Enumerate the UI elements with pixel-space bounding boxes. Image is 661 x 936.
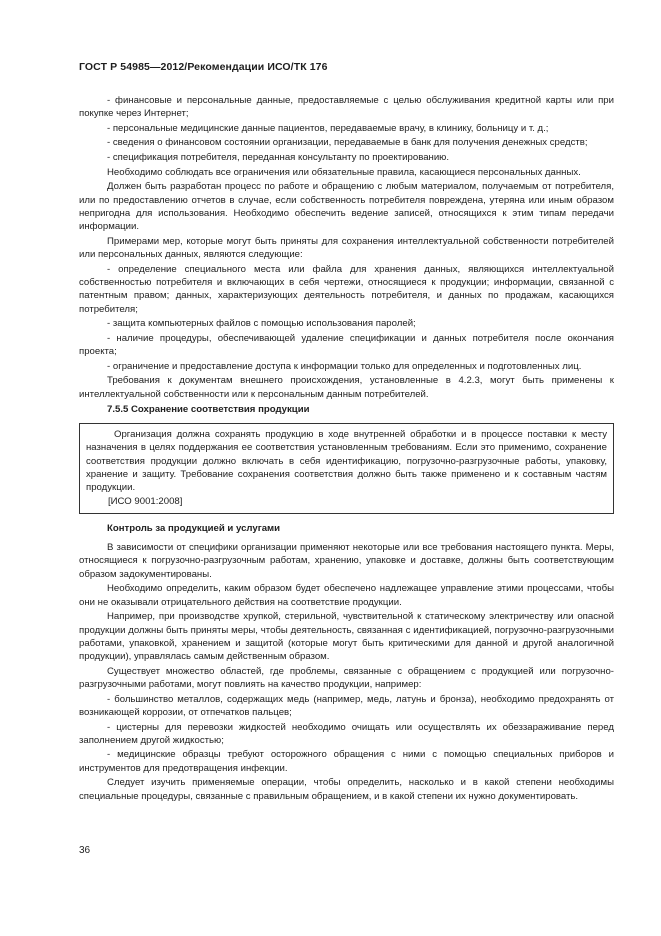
page-body [79, 94, 614, 804]
paragraph: - сведения о финансовом состоянии организации, передаваемые в банк для получения денежных средств; [107, 137, 588, 149]
quoted-requirement-source: [ИСО 9001:2008] [108, 495, 183, 507]
paragraph: Существует множество областей, где проблемы, связанные с обращением с продукцией или погрузочно-разгрузочными работами, могут повлиять на качество продукции, например: [79, 665, 614, 691]
paragraph: - определение специального места или файла для хранения данных, являющихся интеллектуальной собственностью потребителя и включающих в себя чертежи, относящиеся к продукции; информации, связанной с патентным правом; данных, характеризующих деятельность потребителя, и данных по продажам, касающихся потребителя; [79, 263, 614, 315]
paragraph: - ограничение и предоставление доступа к информации только для определенных и подготовленных лиц. [107, 360, 582, 372]
paragraph: - наличие процедуры, обеспечивающей удаление спецификации и данных потребителя после окончания проекта; [79, 332, 614, 358]
paragraph: - финансовые и персональные данные, предоставляемые с целью обслуживания кредитной карты или при покупке через Интернет; [79, 95, 614, 120]
paragraph: - цистерны для перевозки жидкостей необходимо очищать или осуществлять их обеззараживание перед заполнением другой жидкостью; [79, 721, 614, 746]
quoted-requirement-box [79, 423, 614, 514]
page-header: ГОСТ Р 54985—2012/Рекомендации ИСО/ТК 176 [79, 61, 328, 73]
quoted-requirement-text: Организация должна сохранять продукцию в ходе внутренней обработки и в процессе поставки к месту назначения в целях поддержания ее соответствия установленным требованиям. Если это применимо, сохранение соответствия продукции должно включать в себя идентификацию, погрузочно-разгрузочные работы, упаковку, хранение и защиту. Требование сохранения соответствия должно быть также применено и к составным частям продукции. [86, 429, 607, 494]
paragraph: Следует изучить применяемые операции, чтобы определить, насколько и в какой степени необходимы специальные процедуры, связанные с правильным обращением, и в какой степени их нужно документировать. [79, 777, 614, 802]
paragraph: В зависимости от специфики организации применяют некоторые или все требования настоящего пункта. Меры, относящиеся к погрузочно-разгрузочным работам, хранению, упаковке и доставке, должны быть соответствующим образом задокументированы. [79, 542, 614, 580]
paragraph: Должен быть разработан процесс по работе и обращению с любым материалом, получаемым от потребителя, или по предоставлению отчетов в случае, если собственность потребителя повреждена, утеряна или иным образом непригодна для использования. Необходимо обеспечить ведение записей, относящихся к этим типам передачи информации. [79, 181, 614, 233]
paragraph: - медицинские образцы требуют осторожного обращения с ними с помощью специальных приборов и инструментов для предотвращения инфекции. [79, 749, 614, 774]
subheading: Контроль за продукцией и услугами [107, 522, 281, 534]
paragraph: - спецификация потребителя, переданная консультанту по проектированию. [107, 152, 450, 164]
paragraph: Необходимо соблюдать все ограничения или обязательные правила, касающиеся персональных данных. [107, 166, 581, 178]
section-heading: 7.5.5 Сохранение соответствия продукции [107, 403, 310, 415]
paragraph: Необходимо определить, каким образом будет обеспечено надлежащее управление этими процессами, чтобы они не оказывали отрицательного действия на соответствие продукции. [79, 583, 614, 608]
paragraph: Требования к документам внешнего происхождения, установленные в 4.2.3, могут быть применены к интеллектуальной собственности или к персональным данным потребителей. [79, 375, 614, 400]
paragraph: Примерами мер, которые могут быть приняты для сохранения интеллектуальной собственности потребителей или персональных данных, являются следующие: [79, 235, 614, 261]
paragraph: - персональные медицинские данные пациентов, передаваемые врачу, в клинику, больницу и т. д.; [107, 122, 549, 134]
page-number: 36 [79, 845, 91, 856]
paragraph: Например, при производстве хрупкой, стерильной, чувствительной к статическому электричеству или опасной продукции должны быть приняты меры, чтобы деятельность, связанная с идентификацией, погрузочно-разгрузочными работами, упаковкой, хранением и защитой (которые могут быть критическими для данной и другой аналогичной продукции), управлялась самым действенным образом. [79, 611, 614, 663]
paragraph: - защита компьютерных файлов с помощью использования паролей; [107, 318, 416, 330]
paragraph: - большинство металлов, содержащих медь (например, медь, латунь и бронза), необходимо предохранять от возникающей коррозии, от отпечатков пальцев; [79, 693, 614, 718]
